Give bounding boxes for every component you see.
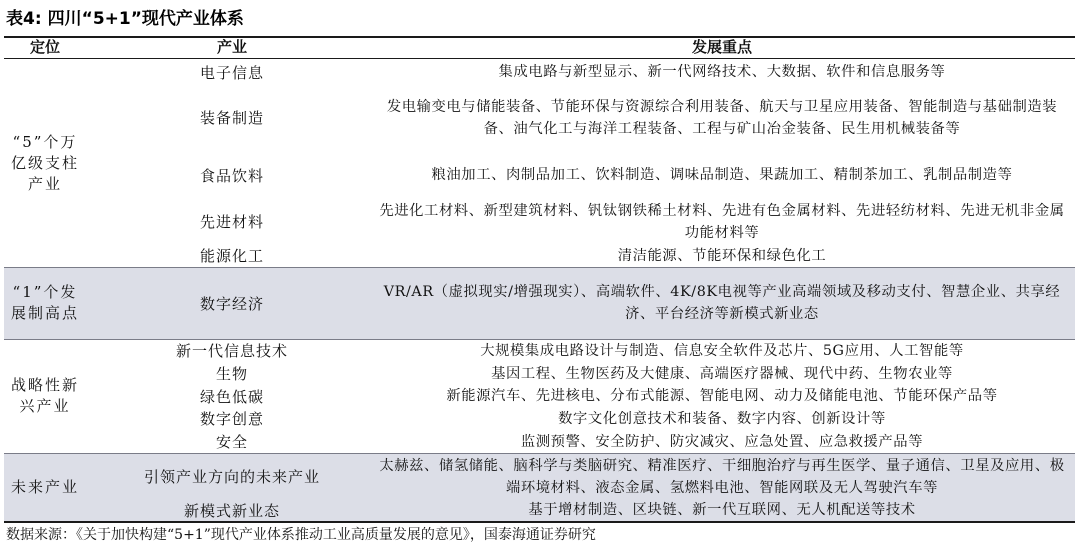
- industry-cell: 电子信息: [199, 63, 264, 82]
- focus-cell: 先进化工材料、新型建筑材料、钒钛钢铁稀土材料、先进有色金属材料、先进轻纺材料、先进无机非金属功能材料等: [379, 202, 1065, 241]
- focus-cell: VR/AR（虚拟现实/增强现实）、高端软件、4K/8K电视等产业高端领域及移动支付、智慧企业、共享经济、平台经济等新模式新业态: [383, 284, 1061, 322]
- industry-cell: 新一代信息技术: [175, 342, 288, 360]
- table-title-text: 四川“5+1”现代产业体系: [47, 9, 244, 29]
- table-number: 表4:: [6, 9, 42, 29]
- header-focus: 发展重点: [691, 38, 752, 56]
- industry-cell: 数字经济: [199, 294, 264, 313]
- table-title: [6, 6, 244, 32]
- industry-cell: 引领产业方向的未来产业: [143, 468, 320, 486]
- industry-cell: 生物: [215, 365, 248, 383]
- header-rule: [4, 58, 1075, 59]
- focus-cell: 基因工程、生物医药及大健康、高端医疗器械、现代中药、生物农业等: [491, 365, 953, 382]
- group-position-1: “1”个发展制高点: [10, 283, 79, 322]
- focus-cell: 发电输变电与储能装备、节能环保与资源综合利用装备、航天与卫星应用装备、智能制造与基础制造装备、油气化工与海洋工程装备、工程与矿山冶金装备、民生用机械装备等: [386, 98, 1058, 137]
- focus-cell: 粮油加工、肉制品加工、饮料制造、调味品制造、果蔬加工、精制茶加工、乳制品制造等: [431, 167, 1013, 183]
- focus-cell: 数字文化创意技术和装备、数字内容、创新设计等: [558, 410, 886, 427]
- bottom-rule: [4, 521, 1075, 523]
- industry-cell: 食品饮料: [199, 166, 264, 185]
- group-position-strategic: 战略性新兴产业: [10, 376, 79, 415]
- data-source-note: 数据来源：《关于加快构建“5+1”现代产业体系推动工业高质量发展的意见》，国泰海通证券研究: [6, 527, 596, 543]
- group-position-5: “5”个万亿级支柱产业: [10, 132, 79, 193]
- focus-cell: 集成电路与新型显示、新一代网络技术、大数据、软件和信息服务等: [498, 64, 946, 80]
- industry-cell: 安全: [215, 433, 248, 451]
- industry-cell: 新模式新业态: [183, 501, 280, 520]
- industry-cell: 数字创意: [199, 410, 264, 428]
- focus-cell: 监测预警、安全防护、防灾减灾、应急处置、应急救援产品等: [520, 433, 924, 450]
- focus-cell: 太赫兹、储氢储能、脑科学与类脑研究、精准医疗、干细胞治疗与再生医学、量子通信、卫星及应用、极端环境材料、液态金属、氢燃料电池、智能网联及无人驾驶汽车等: [379, 457, 1065, 496]
- industry-cell: 绿色低碳: [199, 387, 264, 406]
- header-position: 定位: [29, 38, 60, 56]
- group-position-future: 未来产业: [10, 477, 79, 496]
- industry-cell: 能源化工: [199, 247, 264, 265]
- industry-cell: 先进材料: [199, 213, 264, 231]
- focus-cell: 清洁能源、节能环保和绿色化工: [617, 247, 827, 264]
- header-industry: 产业: [216, 38, 247, 56]
- focus-cell: 基于增材制造、区块链、新一代互联网、无人机配送等技术: [528, 502, 916, 518]
- industry-cell: 装备制造: [199, 109, 264, 127]
- focus-cell: 大规模集成电路设计与制造、信息安全软件及芯片、5G应用、人工智能等: [480, 342, 964, 359]
- focus-cell: 新能源汽车、先进核电、分布式能源、智能电网、动力及储能电池、节能环保产品等: [446, 388, 998, 404]
